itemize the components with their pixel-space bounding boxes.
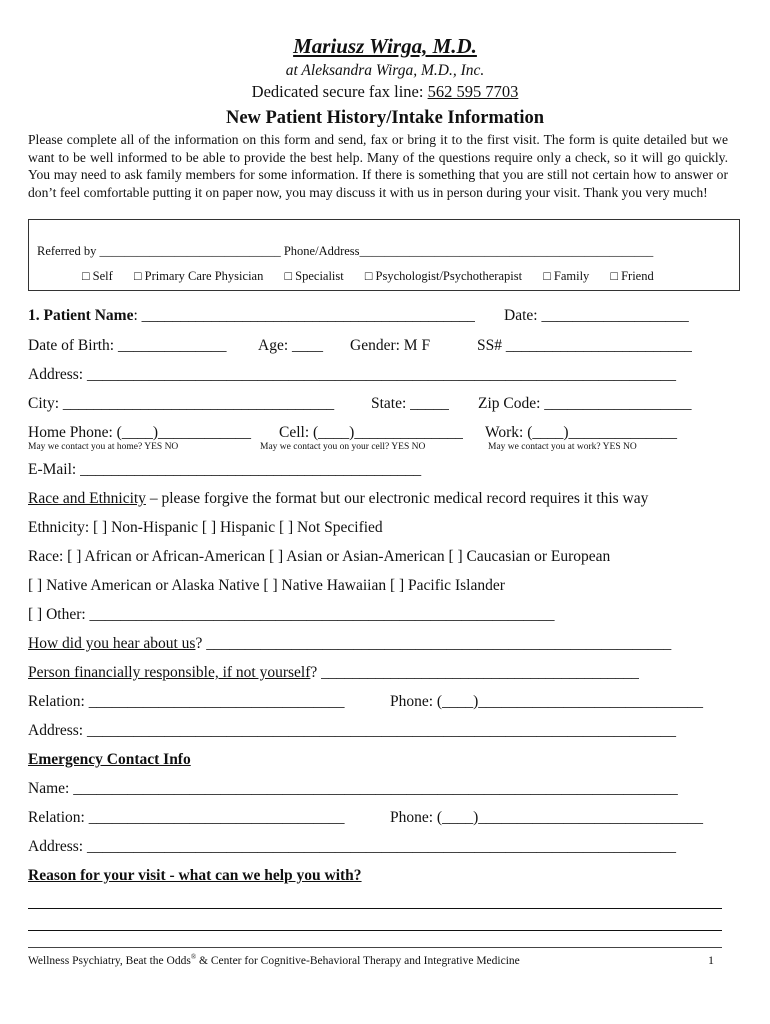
emergency-address-field[interactable]: Address: ____________________________________________________________________________ [28, 838, 676, 855]
race-options-row1[interactable]: Race: [ ] African or African-American [ ] Asian or Asian-American [ ] Caucasian or European [28, 548, 611, 565]
financial-label: Person financially responsible, if not yourself [28, 664, 311, 681]
emergency-name-field[interactable]: Name: ______________________________________________________________________________ [28, 780, 678, 797]
referral-options [82, 269, 672, 284]
race-heading-note: – please forgive the format but our electronic medical record requires it this way [145, 490, 649, 507]
footer-divider [28, 947, 722, 948]
home-contact-permission[interactable]: May we contact you at home? YES NO [28, 442, 179, 452]
date-field[interactable]: Date: ___________________ [504, 307, 689, 324]
referral-option-self[interactable]: □ Self [82, 269, 113, 283]
reason-line-2[interactable] [28, 930, 722, 931]
referral-option-friend[interactable]: □ Friend [610, 269, 654, 283]
work-phone-field[interactable]: Work: (____)______________ [485, 424, 678, 441]
state-field[interactable]: State: _____ [371, 395, 449, 412]
financial-line: ? _________________________________________ [310, 664, 639, 681]
fax-number: 562 595 7703 [427, 82, 519, 101]
footer-org: Wellness Psychiatry, Beat the Odds [28, 954, 191, 967]
race-ethnicity-heading [28, 490, 648, 508]
referral-box [28, 219, 740, 291]
financial-relation-field[interactable]: Relation: _________________________________ [28, 693, 345, 710]
how-heard-field[interactable] [28, 635, 671, 653]
race-other-field[interactable]: [ ] Other: ____________________________________________________________ [28, 606, 555, 623]
footer-center: & Center for Cognitive-Behavioral Therapy and Integrative Medicine [196, 954, 520, 967]
address-field[interactable]: Address: ____________________________________________________________________________ [28, 366, 676, 383]
emergency-phone-field[interactable]: Phone: (____)_____________________________ [390, 809, 704, 826]
home-phone-field[interactable]: Home Phone: (____)____________ [28, 424, 252, 441]
financial-responsible-field[interactable] [28, 664, 639, 682]
footer-text [28, 953, 520, 967]
financial-phone-field[interactable]: Phone: (____)_____________________________ [390, 693, 704, 710]
intro-paragraph: Please complete all of the information on this form and send, fax or bring it to the first visit. The form is quite detailed but we want to be well informed to be able to provide the best help. Many of the questions require only a check, so it will go quickly. You may need to ask family members for some information. If there is something that you are still not certain how to answer or don’t feel comfortable putting it on paper now, you may discuss it with us in person during your visit. Thank you very much! [28, 132, 728, 200]
referred-by-field[interactable]: Referred by _____________________________ Phone/Address_______________________________________________ [37, 244, 654, 258]
referral-option-specialist[interactable]: □ Specialist [284, 269, 344, 283]
form-title: New Patient History/Intake Information [225, 108, 545, 128]
page-number: 1 [708, 953, 714, 967]
patient-name-label: 1. Patient Name [28, 307, 134, 324]
financial-address-field[interactable]: Address: ____________________________________________________________________________ [28, 722, 676, 739]
how-heard-label: How did you hear about us [28, 635, 196, 652]
ethnicity-options[interactable]: Ethnicity: [ ] Non-Hispanic [ ] Hispanic [ ] Not Specified [28, 519, 383, 536]
emergency-relation-field[interactable]: Relation: _________________________________ [28, 809, 345, 826]
race-options-row2[interactable]: [ ] Native American or Alaska Native [ ] Native Hawaiian [ ] Pacific Islander [28, 577, 505, 594]
how-heard-line: ? ____________________________________________________________ [195, 635, 672, 652]
fax-line [0, 82, 770, 102]
referral-option-pcp[interactable]: □ Primary Care Physician [133, 269, 264, 283]
gender-field[interactable]: Gender: M F [350, 337, 431, 354]
race-heading-label: Race and Ethnicity [28, 490, 146, 507]
age-field[interactable]: Age: ____ [258, 337, 324, 354]
patient-name-line: : ___________________________________________ [133, 307, 475, 324]
email-field[interactable]: E-Mail: ____________________________________________ [28, 461, 422, 478]
cell-contact-permission[interactable]: May we contact you on your cell? YES NO [260, 442, 426, 452]
emergency-heading: Emergency Contact Info [28, 751, 191, 768]
work-contact-permission[interactable]: May we contact you at work? YES NO [488, 442, 637, 452]
reason-heading: Reason for your visit - what can we help you with? [28, 867, 362, 884]
city-field[interactable]: City: ___________________________________ [28, 395, 335, 412]
cell-phone-field[interactable]: Cell: (____)______________ [279, 424, 463, 441]
zip-field[interactable]: Zip Code: ___________________ [478, 395, 692, 412]
registered-mark: ® [190, 953, 197, 961]
referral-option-family[interactable]: □ Family [543, 269, 590, 283]
dob-field[interactable]: Date of Birth: ______________ [28, 337, 227, 354]
ssn-field[interactable]: SS# ________________________ [477, 337, 692, 354]
patient-name-field[interactable] [28, 307, 475, 325]
reason-line-1[interactable] [28, 908, 722, 909]
fax-label: Dedicated secure fax line: [251, 82, 428, 101]
doctor-name: Mariusz Wirga, M.D. [293, 34, 477, 58]
practice-name: at Aleksandra Wirga, M.D., Inc. [285, 62, 485, 79]
referral-option-psychologist[interactable]: □ Psychologist/Psychotherapist [364, 269, 523, 283]
